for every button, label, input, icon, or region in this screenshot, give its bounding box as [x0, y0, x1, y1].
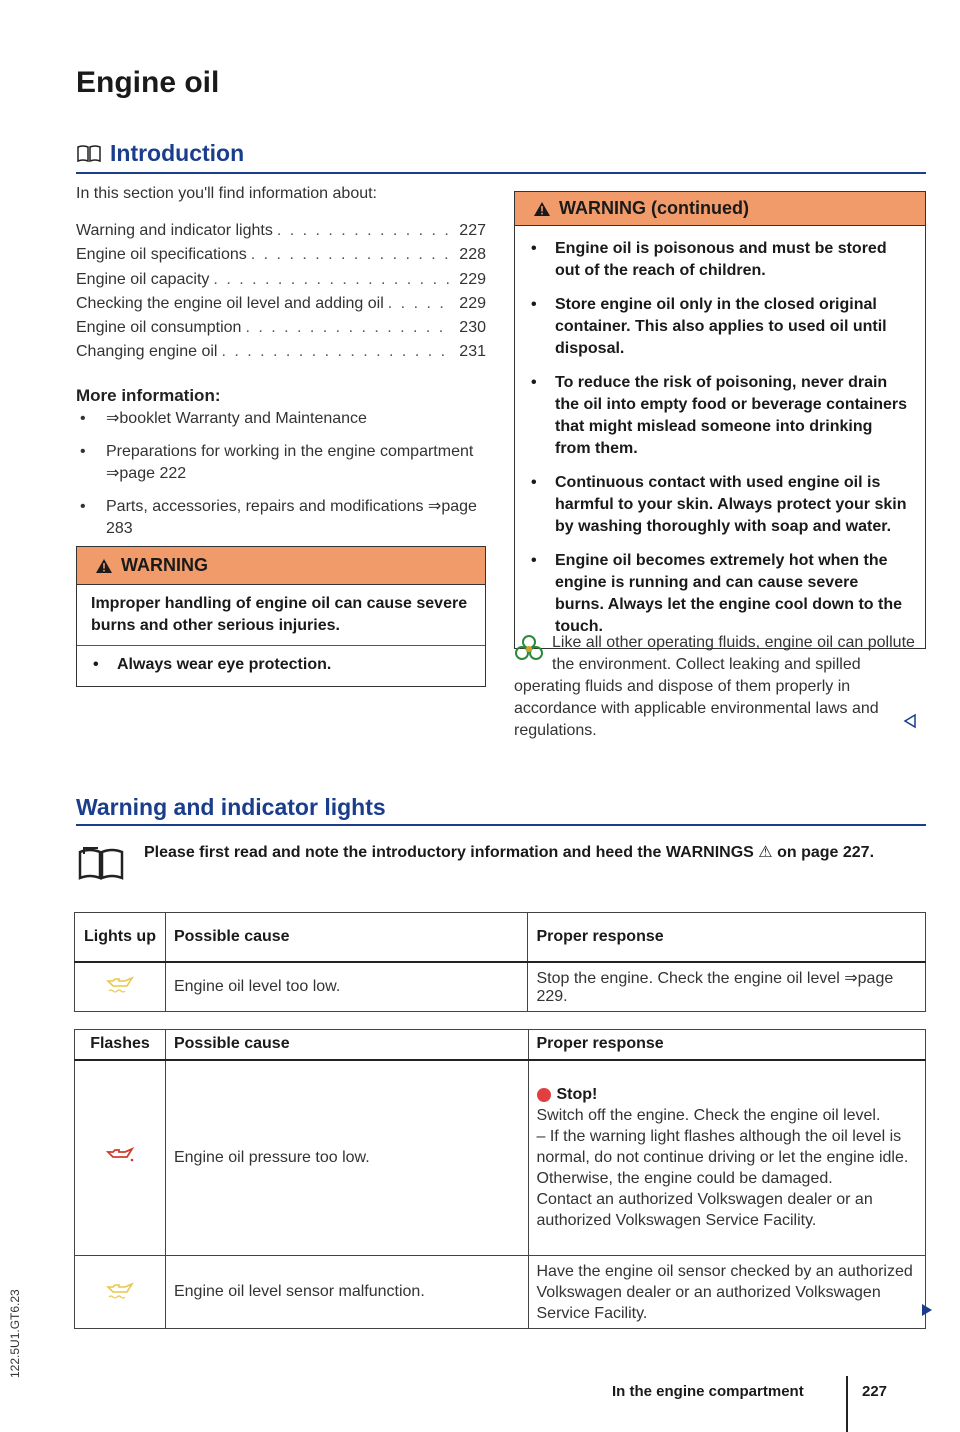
- toc-item[interactable]: [76, 271, 486, 295]
- cause-cell: Engine oil pressure too low.: [165, 1060, 528, 1256]
- warning-item: • Engine oil is poisonous and must be stored out of the reach of children.: [529, 238, 911, 282]
- col-header-response: Proper response: [528, 1030, 926, 1060]
- response-line: – If the warning light flashes although the oil level is normal, do not continue driving or let the engine idle. Otherwise, the engine could be damaged.: [536, 1128, 909, 1188]
- table-row: [75, 962, 926, 1012]
- toc-label: Engine oil capacity: [76, 270, 210, 288]
- toc-label: Engine oil consumption: [76, 319, 242, 337]
- more-information-heading: More information:: [76, 386, 221, 405]
- warning-triangle-icon: [533, 201, 551, 217]
- lights-rule: [76, 824, 926, 826]
- toc-item[interactable]: [76, 343, 486, 367]
- more-item-warranty[interactable]: • ⇒booklet Warranty and Maintenance: [76, 408, 486, 430]
- lights-title: Warning and indicator lights: [76, 794, 386, 820]
- toc-label: Changing engine oil: [76, 343, 218, 361]
- more-item-preparations[interactable]: • Preparations for working in the engine compartment ⇒page 222: [76, 441, 486, 485]
- lights-heading: [76, 794, 386, 821]
- toc-item[interactable]: [76, 295, 486, 319]
- warning-continued-box: [514, 191, 926, 649]
- warning-box: [76, 546, 486, 687]
- warning-continued-title: WARNING (continued): [559, 198, 749, 218]
- intro-reference-note: [76, 842, 926, 864]
- warning-continued-body: [515, 226, 925, 648]
- continue-arrow-icon: [920, 1302, 934, 1318]
- toc-page: 230: [459, 319, 486, 337]
- toc-page: 231: [459, 343, 486, 361]
- lamp-cell: [75, 962, 166, 1012]
- footer-page-number: 227: [862, 1383, 888, 1400]
- oil-can-yellow-icon: [105, 1279, 135, 1301]
- col-header-lights-up: Lights up: [75, 913, 166, 962]
- response-cell: [528, 1060, 926, 1256]
- footer-section: In the engine compartment: [612, 1383, 804, 1400]
- response-cell: Stop the engine. Check the engine oil level ⇒page 229.: [528, 962, 926, 1012]
- warning-item: • To reduce the risk of poisoning, never drain the oil into empty food or beverage containers that might mislead someone into drinking from them.: [529, 372, 911, 460]
- cause-cell: Engine oil level too low.: [165, 962, 528, 1012]
- book-icon: [76, 144, 102, 164]
- stop-label: [537, 1084, 918, 1105]
- introduction-heading: [76, 140, 244, 167]
- introduction-rule: [76, 172, 926, 174]
- warning-item: • Store engine oil only in the closed original container. This also applies to used oil until disposal.: [529, 294, 911, 360]
- table-row: [75, 1060, 926, 1256]
- more-information-list: [76, 408, 486, 551]
- response-cell: Have the engine oil sensor checked by an authorized Volkswagen dealer or an authorized Volkswagen Service Facility.: [528, 1256, 926, 1329]
- cause-cell: Engine oil level sensor malfunction.: [165, 1256, 528, 1329]
- warning-continued-header: [515, 192, 925, 226]
- oil-can-red-icon: [105, 1144, 135, 1166]
- toc-item[interactable]: [76, 246, 486, 270]
- flashes-table: [74, 1029, 926, 1329]
- col-header-response: Proper response: [528, 913, 926, 962]
- warning-item: • Continuous contact with used engine oil is harmful to your skin. Always protect your skin by washing thoroughly with soap and water.: [529, 472, 911, 538]
- response-line: Contact an authorized Volkswagen dealer or an authorized Volkswagen Service Facility.: [536, 1191, 873, 1230]
- intro-lead: In this section you'll find information about:: [76, 185, 377, 202]
- toc-list: [76, 222, 486, 368]
- section-end-arrow-icon: [902, 713, 918, 729]
- side-code-text: 122.5U1.GT6.23: [8, 1289, 22, 1378]
- environment-note: [514, 632, 924, 742]
- toc-label: Checking the engine oil level and adding oil: [76, 294, 384, 312]
- toc-item[interactable]: [76, 319, 486, 343]
- page-title: Engine oil: [76, 66, 220, 99]
- warning-triangle-icon: [95, 558, 113, 574]
- toc-dots: [245, 319, 450, 337]
- environment-text: Like all other operating fluids, engine oil can pollute the environment. Collect leaking and spilled operating fluids and dispose of them properly in accordance with applicable environmental laws and regulations.: [514, 634, 915, 739]
- side-code: [4, 1258, 24, 1378]
- response-line: Switch off the engine. Check the engine oil level.: [536, 1107, 881, 1125]
- toc-item[interactable]: [76, 222, 486, 246]
- table-row: [75, 1256, 926, 1329]
- toc-page: 229: [459, 294, 486, 312]
- introduction-title: Introduction: [110, 140, 245, 166]
- col-header-cause: Possible cause: [165, 1030, 528, 1060]
- stop-icon: [537, 1088, 551, 1102]
- toc-dots: [221, 343, 450, 361]
- col-header-cause: Possible cause: [165, 913, 528, 962]
- book-icon: [76, 842, 128, 882]
- warning-title: WARNING: [121, 555, 208, 575]
- lights-up-table: [74, 912, 926, 1012]
- warning-body: [77, 585, 485, 686]
- toc-page: 229: [459, 270, 486, 288]
- col-header-flashes: Flashes: [75, 1030, 166, 1060]
- warning-lead: Improper handling of engine oil can cause severe burns and other serious injuries.: [77, 593, 485, 646]
- lamp-cell: [75, 1060, 166, 1256]
- toc-dots: [388, 295, 450, 313]
- lamp-cell: [75, 1256, 166, 1329]
- toc-label: Engine oil specifications: [76, 246, 247, 264]
- intro-reference-text: Please first read and note the introductory information and heed the WARNINGS ⚠ on page 227.: [144, 844, 875, 861]
- toc-dots: [213, 271, 450, 289]
- toc-page: 227: [459, 222, 486, 239]
- stop-text: Stop!: [556, 1086, 598, 1104]
- warning-item: • Engine oil becomes extremely hot when the engine is running and can cause severe burns. Always let the engine cool down to the touch.: [529, 550, 911, 638]
- footer-divider: [846, 1376, 848, 1432]
- toc-label: Warning and indicator lights: [76, 222, 273, 239]
- warning-header: [77, 547, 485, 585]
- toc-dots: [251, 246, 450, 264]
- toc-page: 228: [459, 246, 486, 264]
- toc-dots: [277, 222, 450, 240]
- environment-flower-icon: [514, 634, 544, 664]
- oil-can-yellow-icon: [105, 973, 135, 995]
- warning-item: • Always wear eye protection.: [91, 654, 471, 676]
- more-item-parts[interactable]: • Parts, accessories, repairs and modifications ⇒page 283: [76, 496, 486, 540]
